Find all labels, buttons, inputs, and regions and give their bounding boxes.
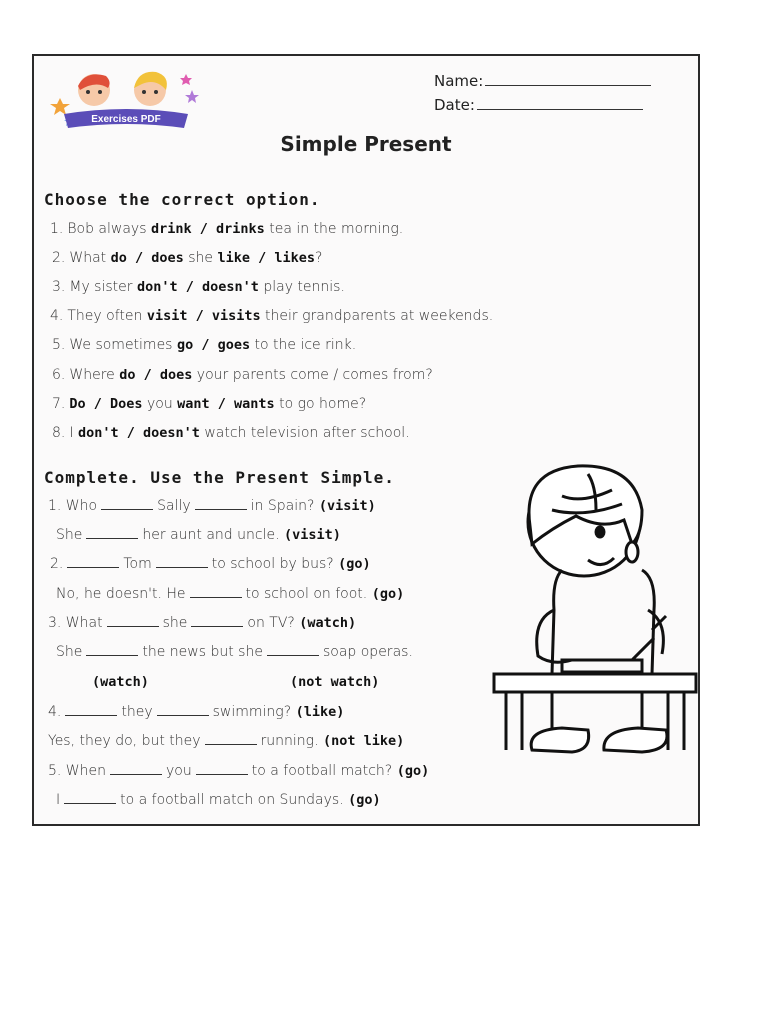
option-choice[interactable]: like / likes	[217, 250, 315, 266]
exercises-pdf-logo	[46, 66, 206, 136]
choose-item-5: 5. We sometimes go / goes to the ice rink.	[52, 337, 357, 353]
answer-blank[interactable]	[190, 587, 242, 598]
complete-line-10: 5. When you to a football match? (go)	[48, 763, 430, 779]
answer-blank[interactable]	[86, 645, 138, 656]
complete-line-7-verbs: (watch)	[92, 674, 149, 690]
complete-line-4: No, he doesn't. He to school on foot. (go)	[56, 586, 405, 602]
answer-blank[interactable]	[157, 705, 209, 716]
complete-line-3: 2. Tom to school by bus? (go)	[50, 556, 371, 572]
section-heading-complete: Complete. Use the Present Simple.	[44, 468, 395, 487]
complete-line-1: 1. Who Sally in Spain? (visit)	[48, 498, 376, 514]
answer-blank[interactable]	[205, 734, 257, 745]
answer-blank[interactable]	[156, 557, 208, 568]
name-label: Name:	[434, 72, 484, 90]
date-field[interactable]	[434, 96, 643, 114]
answer-blank[interactable]	[110, 764, 162, 775]
option-choice[interactable]: drink / drinks	[150, 221, 265, 237]
choose-item-6: 6. Where do / does your parents come / comes from?	[52, 367, 433, 383]
option-choice[interactable]: do / does	[110, 250, 184, 266]
option-choice[interactable]: don't / doesn't	[77, 425, 200, 441]
option-choice[interactable]: visit / visits	[146, 308, 261, 324]
logo-text: Exercises PDF	[91, 114, 161, 125]
answer-blank[interactable]	[191, 616, 243, 627]
option-choice[interactable]: want / wants	[177, 396, 275, 412]
choose-item-3: 3. My sister don't / doesn't play tennis.	[52, 279, 345, 295]
worksheet	[32, 54, 700, 826]
choose-item-2: 2. What do / does she like / likes?	[52, 250, 323, 266]
name-line[interactable]	[485, 73, 651, 86]
name-field[interactable]	[434, 72, 651, 90]
choose-item-8: 8. I don't / doesn't watch television after school.	[52, 425, 410, 441]
answer-blank[interactable]	[86, 528, 138, 539]
option-choice[interactable]: go / goes	[176, 337, 251, 353]
section-heading-choose: Choose the correct option.	[44, 190, 321, 209]
answer-blank[interactable]	[65, 705, 117, 716]
answer-blank[interactable]	[101, 499, 153, 510]
choose-item-1: 1. Bob always drink / drinks tea in the morning.	[50, 221, 404, 237]
answer-blank[interactable]	[267, 645, 319, 656]
option-choice[interactable]: Do / Does	[69, 396, 143, 412]
answer-blank[interactable]	[195, 499, 247, 510]
answer-blank[interactable]	[196, 764, 248, 775]
boy-at-desk-illustration	[492, 460, 700, 756]
answer-blank[interactable]	[64, 793, 116, 804]
answer-blank[interactable]	[107, 616, 159, 627]
option-choice[interactable]: do / does	[119, 367, 193, 383]
date-line[interactable]	[477, 97, 643, 110]
complete-line-5: 3. What she on TV? (watch)	[48, 615, 357, 631]
date-label: Date:	[434, 96, 475, 114]
complete-line-8: 4. they swimming? (like)	[48, 704, 345, 720]
option-choice[interactable]: don't / doesn't	[136, 279, 259, 295]
complete-line-9: Yes, they do, but they running. (not like)	[48, 733, 405, 749]
choose-item-7: 7. Do / Does you want / wants to go home?	[52, 396, 367, 412]
page-title: Simple Present	[280, 132, 452, 156]
choose-item-4: 4. They often visit / visits their grandparents at weekends.	[50, 308, 494, 324]
complete-line-2: She her aunt and uncle. (visit)	[56, 527, 341, 543]
complete-line-6: She the news but she soap operas.	[56, 644, 413, 660]
complete-line-7-verbs-2: (not watch)	[290, 674, 380, 690]
answer-blank[interactable]	[67, 557, 119, 568]
complete-line-11: I to a football match on Sundays. (go)	[56, 792, 381, 808]
